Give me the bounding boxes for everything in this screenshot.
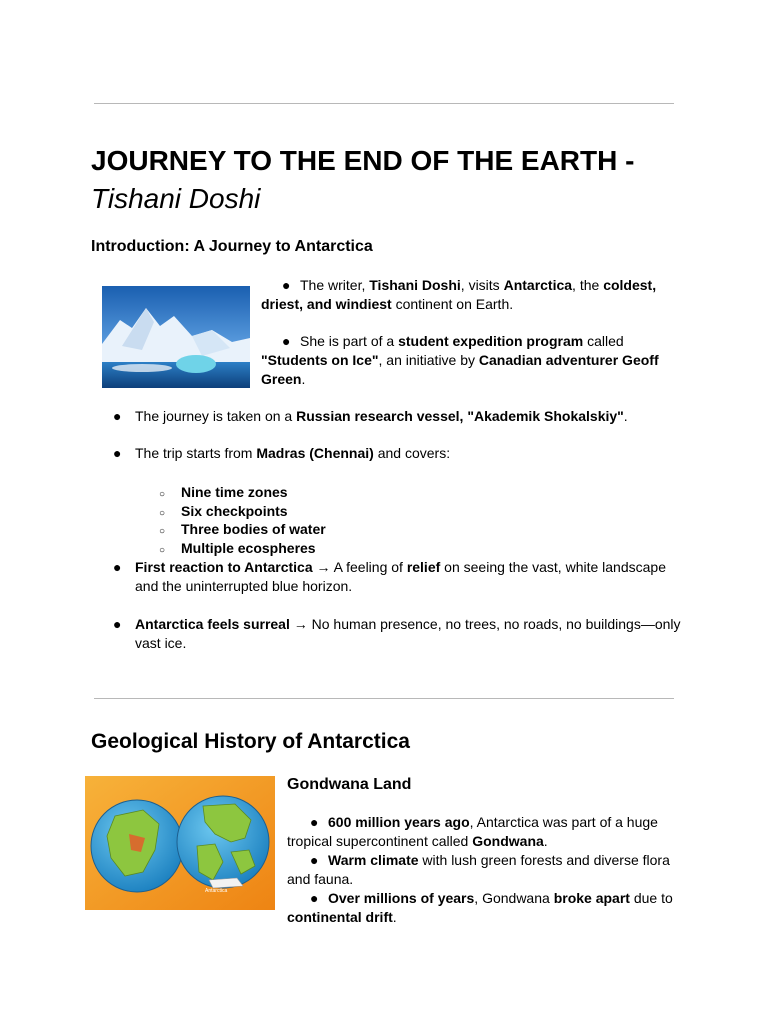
b1-t6: driest, and windiest [261,296,392,312]
g3-t1: , Gondwana [474,890,554,906]
b3-t2: . [623,408,628,424]
b1-t0: The writer, [300,277,370,293]
intro-bullet-4 [113,444,683,463]
b1-t5: coldest, [603,277,657,293]
b5-t4: and the uninterrupted blue horizon. [135,578,353,594]
b6-t0: Antarctica feels surreal [135,616,290,632]
intro-bullet-1 [261,276,681,314]
section-divider [94,698,674,699]
b6-t2: vast ice. [135,635,187,651]
sub-item [159,483,326,502]
sub-item [159,539,326,558]
b4-t0: The trip starts from [135,445,257,461]
g1-t3: Gondwana [472,833,544,849]
gondwana-map-image [85,776,275,910]
b4-t1: Madras (Chennai) [256,445,374,461]
sub-item-text: Six checkpoints [181,502,288,519]
b1-t1: Tishani Doshi [369,277,461,293]
geo-heading: Geological History of Antarctica [91,730,410,753]
intro-bullet-6 [113,615,688,653]
b2-t7: . [301,371,306,387]
b2-t2: called [583,333,624,349]
b2-t4: , an initiative by [378,352,479,368]
page-title [91,142,634,218]
sub-item-text: Three bodies of water [181,521,326,537]
gond-bullet-2 [287,851,687,889]
gond-bullet-3 [287,889,687,927]
b1-t4: , the [572,277,604,293]
top-divider [94,103,674,104]
b5-t0: First reaction to Antarctica [135,559,313,575]
b3-t0: The journey is taken on a [135,408,297,424]
sub-bullet: ○ [159,507,166,519]
bullet-4: ● [113,445,122,461]
intro-heading: Introduction: A Journey to Antarctica [91,238,373,255]
sub-bullet: ○ [159,526,166,537]
b1-t2: , visits [460,277,504,293]
b1-t7: continent on Earth. [391,296,514,312]
intro-bullet-3 [113,407,683,426]
bullet-6: ● [113,616,122,632]
g3-t5: . [392,909,397,925]
b5-t2: relief [406,559,441,575]
title-main: JOURNEY TO THE END OF THE EARTH - [91,145,635,176]
g1-t4: . [543,833,548,849]
b5-t3: on seeing the vast, white landscape [440,559,666,575]
title-author: Tishani Doshi [91,183,261,214]
b2-t0: She is part of a [300,333,399,349]
g3-t4: continental drift [287,909,393,925]
b5-t1: → A feeling of [312,559,407,575]
sub-list [159,483,326,557]
g3-t0: Over millions of years [328,890,475,906]
bullet-1: ● [282,277,291,293]
b2-t1: student expedition program [398,333,584,349]
gondwana-heading: Gondwana Land [287,776,412,793]
b6-t1: → No human presence, no trees, no roads, no buildings—only [289,616,681,632]
g2-t0: Warm climate [328,852,419,868]
b4-t2: and covers: [373,445,451,461]
iceberg-image [102,286,250,388]
sub-item-text: Multiple ecospheres [181,539,316,556]
g1-t0: 600 million years ago [328,814,470,830]
b1-t3: Antarctica [503,277,573,293]
g1-t1: , Antarctica was part of a huge [469,814,658,830]
g2-t2: and fauna. [287,871,354,887]
gond-bullet-glyph-2: ● [310,852,319,868]
sub-item [159,502,326,521]
sub-item-text: Nine time zones [181,484,288,500]
b3-t1: Russian research vessel, "Akademik Shokalskiy" [296,408,624,424]
g3-t2: broke apart [553,890,630,906]
map-label: Antarctica [205,888,228,894]
gond-bullet-glyph-1: ● [310,814,319,830]
b2-t3: "Students on Ice" [261,352,379,368]
b2-t6: Green [261,371,302,387]
gond-bullet-glyph-3: ● [310,890,319,906]
bullet-2: ● [282,333,291,349]
intro-bullet-2 [261,332,681,389]
sub-bullet: ○ [159,489,166,500]
b2-t5: Canadian adventurer Geoff [478,352,659,368]
intro-bullet-5 [113,558,688,596]
bullet-5: ● [113,559,122,575]
bullet-3: ● [113,408,122,424]
g1-t2: tropical supercontinent called [287,833,473,849]
sub-bullet: ○ [159,544,166,556]
g2-t1: with lush green forests and diverse flora [418,852,670,868]
g3-t3: due to [629,890,673,906]
sub-item [159,520,326,539]
gond-bullet-1 [287,813,687,851]
